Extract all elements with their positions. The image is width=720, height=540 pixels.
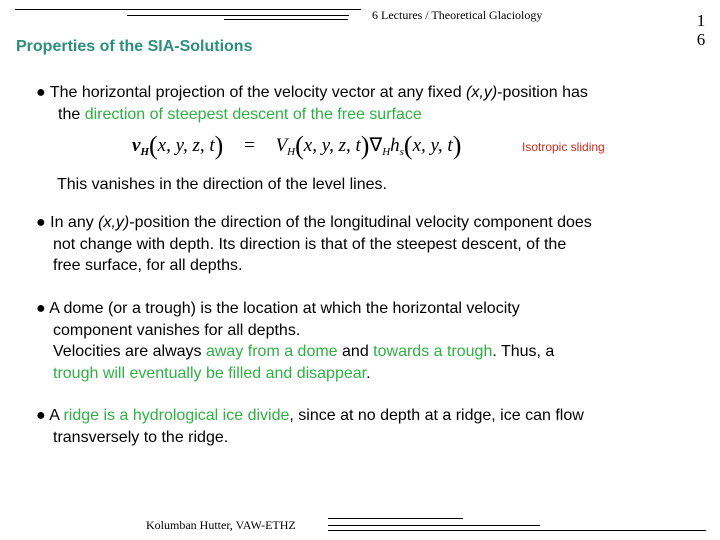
header-rule <box>224 19 348 20</box>
bullet-dot: ● <box>36 300 46 317</box>
bullet-dot: ● <box>36 84 46 101</box>
highlight-text: direction of steepest descent of the free surface <box>84 105 422 123</box>
xy-term: (x,y) <box>466 84 498 101</box>
eq-sub: H <box>287 146 296 158</box>
text: not change with depth. Its direction is that of the steepest descent, of the <box>53 235 567 253</box>
slide-title: Properties of the SIA-Solutions <box>16 38 253 55</box>
text: transversely to the ridge. <box>53 428 229 446</box>
text: and <box>337 343 374 360</box>
page-number-bottom: 6 <box>696 30 706 49</box>
text: component vanishes for all depths. <box>53 321 301 339</box>
xy-term: (x,y) <box>98 214 130 231</box>
text: The horizontal projection of the velocity vector at any fixed <box>49 84 467 101</box>
bullet-paragraph-3 <box>36 298 554 384</box>
text: A dome (or a trough) is the location at which the horizontal velocity <box>49 300 520 317</box>
text: . <box>366 364 371 382</box>
level-lines-note: This vanishes in the direction of the level lines. <box>57 176 387 193</box>
text: In any <box>50 214 99 231</box>
bullet-paragraph-1 <box>36 82 588 125</box>
text: -position has <box>497 84 588 101</box>
eq-sub: s <box>399 146 404 158</box>
highlight-text: away from a dome <box>205 343 338 360</box>
eq-sub: H <box>382 146 391 158</box>
highlight-text: ridge is a hydrological ice divide <box>63 407 290 424</box>
footer-rule <box>328 518 463 519</box>
eq-equals: = <box>244 135 255 156</box>
eq-nabla: ∇ <box>369 135 383 156</box>
text: free surface, for all depths. <box>53 257 243 274</box>
footer-author: Kolumban Hutter, VAW-ETHZ <box>146 518 296 532</box>
footer-rule <box>328 530 706 531</box>
eq-args: x, y, z, t <box>303 135 361 156</box>
footer-rule <box>328 525 540 526</box>
eq-V: V <box>275 135 288 156</box>
text: . Thus, a <box>492 343 555 360</box>
highlight-text: towards a trough <box>373 343 493 360</box>
highlight-text: trough will eventually be filled and disappear <box>53 364 367 382</box>
text: , since at no depth at a ridge, ice can flow <box>289 407 584 424</box>
text: A <box>49 407 64 424</box>
text: the <box>58 105 85 123</box>
isotropic-sliding-label: Isotropic sliding <box>522 140 605 154</box>
page-number-top: 1 <box>696 11 706 30</box>
eq-hs: h <box>390 135 400 156</box>
eq-sub: H <box>140 146 149 158</box>
bullet-dot: ● <box>36 407 46 424</box>
velocity-equation: $v_H(x$, y, z, $t) = V_H(x$, y, z, $t)\nabla_Hh_s(x$, y, t) <box>132 131 462 160</box>
text: Velocities are always <box>53 343 206 360</box>
eq-args2: x, y, t <box>412 135 453 156</box>
text: -position the direction of the longitudinal velocity component does <box>129 214 592 231</box>
eq-v: v <box>132 135 141 156</box>
header-rule <box>127 15 349 16</box>
bullet-dot: ● <box>36 214 46 231</box>
header-rule <box>15 9 361 10</box>
bullet-paragraph-2 <box>36 212 592 277</box>
eq-args: x, y, z, t <box>157 135 215 156</box>
course-title: 6 Lectures / Theoretical Glaciology <box>372 8 543 22</box>
bullet-paragraph-4 <box>36 405 584 448</box>
